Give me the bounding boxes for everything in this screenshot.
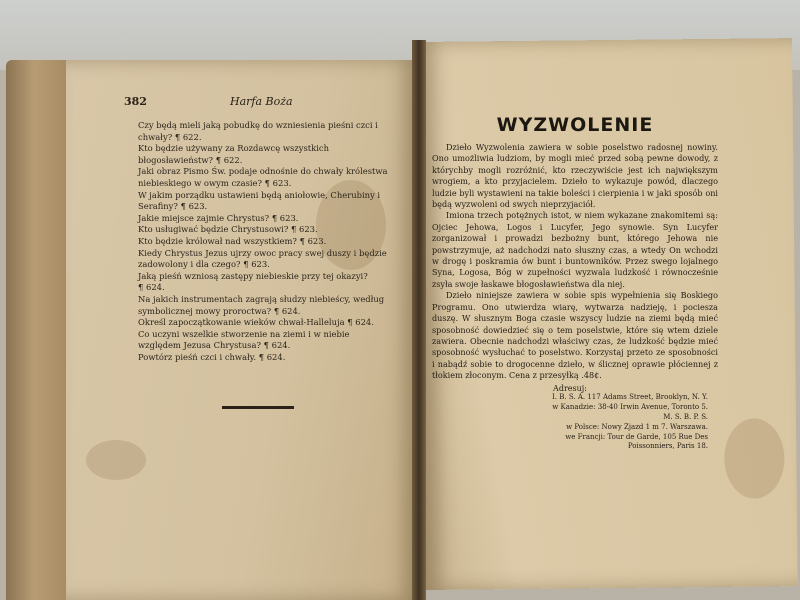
book-spine: [412, 40, 426, 600]
paper-stain: [86, 440, 146, 480]
question-item: Kiedy Chrystus Jezus ujrzy owoc pracy swej duszy i będzie zadowolony i dla czego? ¶ 623.: [138, 247, 387, 270]
question-item: W jakim porządku ustawieni będą aniołowie, Cherubiny i Serafiny? ¶ 623.: [138, 189, 381, 212]
question-item: Na jakich instrumentach zagrają słudzy niebieścy, według symbolicznej mowy proroctwa? ¶ 624.: [138, 293, 385, 316]
question-item: Kto będzie królował nad wszystkiem? ¶ 623.: [138, 235, 327, 246]
question-item: Określ zapoczątkowanie wieków chwał-Halleluja ¶ 624.: [138, 317, 374, 328]
question-list: [138, 120, 388, 363]
address-line: we Francji: Tour de Garde, 105 Rue Des: [565, 432, 708, 441]
address-line: Poissonniers, Paris 18.: [627, 442, 708, 451]
question-item: Czy będą mieli jaką pobudkę do wzniesienia pieśni czci i chwały? ¶ 622.: [138, 120, 378, 142]
question-item: Jakie miejsce zajmie Chrystus? ¶ 623.: [138, 212, 299, 223]
question-item: Jaką pieśń wzniosą zastępy niebieskie przy tej okazyi? ¶ 624.: [138, 270, 368, 293]
question-item: Kto usługiwać będzie Chrystusowi? ¶ 623.: [138, 224, 318, 235]
ad-title: WYZWOLENIE: [496, 114, 654, 136]
ad-paragraph: Imiona trzech potężnych istot, w niem wykazane znakomitemi są: Ojciec Jehowa, Logos i Lucyfer, Jego synowie. Syn Lucyfer zorganizował i prowadzi bezbożny bunt, którego Jehowa nie powstrzymuje, aż nadchodzi nato słuszny czas, a wtedy On wchodzi w drogę i poskramia ów bunt i buntowników. Przez swego lojalnego Syna, Logosa, Bóg w zupełności wyzwala ludzkość i równocześnie zsyła swoje łaskawe błogosławieństwa dla niej.: [432, 210, 718, 289]
question-item: Co uczyni wszelkie stworzenie na ziemi i w niebie względem Jezusa Chrystusa? ¶ 624.: [138, 328, 350, 351]
running-head: Harfa Boża: [230, 95, 293, 108]
advertisement-block: [432, 102, 718, 452]
addresses-heading: Adresuj:: [553, 383, 587, 393]
address-line: w Kanadzie: 38-40 Irwin Avenue, Toronto 5.: [552, 403, 708, 412]
question-item: Powtórz pieśń czci i chwały. ¶ 624.: [138, 351, 286, 362]
paper-stain: [724, 418, 785, 499]
page-number: 382: [124, 95, 147, 108]
ad-paragraph: Dzieło niniejsze zawiera w sobie spis wypełnienia się Boskiego Programu. Ono utwierdza wiarę, wytwarza nadzieję, i pociesza duszę. W słusznym Boga czasie wszyscy ludzie na ziemi będą mieć sposobność dowiedzieć się o tem poselstwie, które się wtem dziele zawiera. Obecnie nadchodzi właściwy czas, że ludzkość będzie mieć sposobność wysłuchać to poselstwo. Korzystaj przeto ze sposobności i nabądź sobie to drogocenne dzieło, w ślicznej oprawie płóciennej z tłokiem złoconym. Cena z przesyłką .48¢.: [432, 290, 718, 381]
ad-paragraph: Dzieło Wyzwolenia zawiera w sobie poselstwo radosnej nowiny. Ono umożliwia ludziom, by mogli mieć przed sobą pewne dowody, z którychby mogli rozróżnić, kto rzeczywiście jest ich największym wrogiem, a kto przyjacielem. Dzieło to wykazuje powód, dlaczego ludzie byli wystawieni na takie boleści i cierpienia i w jaki sposób oni będą wyzwoleni od swych nieprzyjaciół.: [432, 142, 718, 210]
address-line: I. B. S. A. 117 Adams Street, Brooklyn, N. Y.: [552, 393, 708, 402]
address-line: M. S. B. P. S.: [663, 412, 708, 421]
section-rule: [222, 406, 294, 409]
question-item: Kto będzie używany za Rozdawcę wszystkich błogosławieństw? ¶ 622.: [138, 143, 329, 165]
question-item: Jaki obraz Pismo Św. podaje odnośnie do chwały królestwa niebieskiego w owym czasie? ¶ 623.: [138, 166, 388, 188]
address-line: w Polsce: Nowy Zjazd 1 m 7. Warszawa.: [566, 422, 708, 431]
